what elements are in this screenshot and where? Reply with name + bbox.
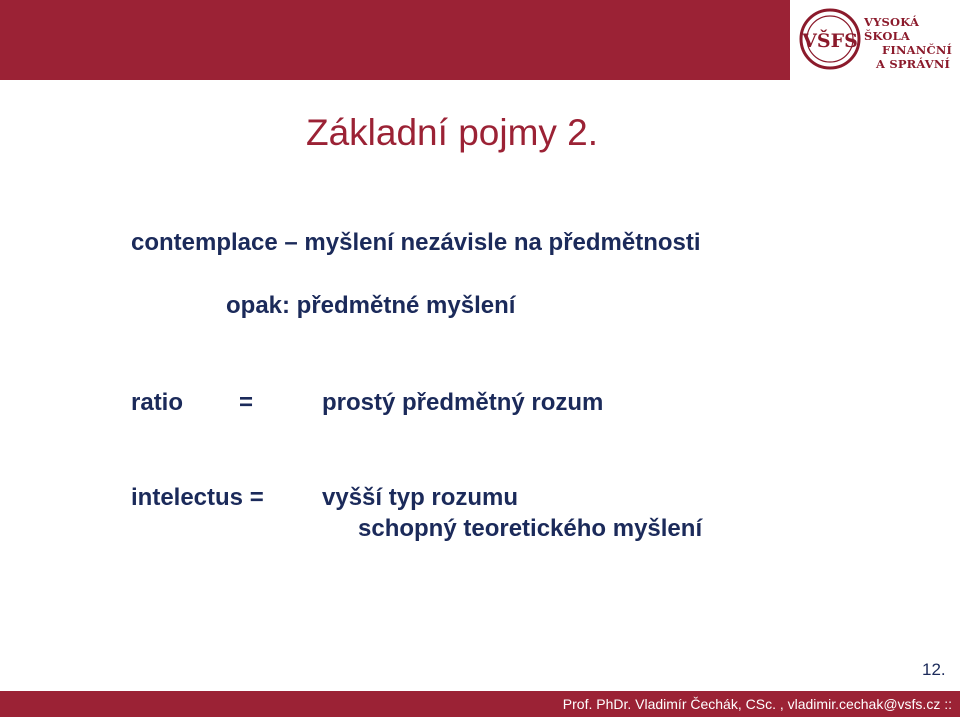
intelectus-term: intelectus = bbox=[131, 484, 264, 511]
page-number: 12. bbox=[922, 660, 946, 679]
school-name-line1: VYSOKÁ ŠKOLA bbox=[864, 15, 920, 43]
footer-author: Prof. PhDr. Vladimír Čechák, CSc. , vladimir.cechak@vsfs.cz :: bbox=[562, 696, 952, 712]
ratio-definition: prostý předmětný rozum bbox=[322, 389, 604, 416]
contemplace-line: contemplace – myšlení nezávisle na předmětnosti bbox=[131, 229, 701, 256]
school-name-line2: FINANČNÍ bbox=[882, 43, 953, 57]
header-bar bbox=[0, 0, 790, 80]
opak-line: opak: předmětné myšlení bbox=[226, 292, 516, 319]
school-logo bbox=[790, 0, 960, 80]
school-name-line3: A SPRÁVNÍ bbox=[876, 57, 951, 71]
emblem-letters: VŠFS bbox=[802, 30, 858, 52]
slide-title: Základní pojmy 2. bbox=[306, 112, 599, 153]
footer-bar bbox=[0, 691, 960, 717]
intelectus-definition-line2: schopný teoretického myšlení bbox=[358, 515, 703, 542]
intelectus-definition-line1: vyšší typ rozumu bbox=[322, 484, 519, 511]
school-name bbox=[864, 15, 956, 71]
ratio-term: ratio bbox=[131, 389, 184, 416]
ratio-equals: = bbox=[239, 389, 254, 416]
school-emblem-icon bbox=[798, 7, 862, 71]
